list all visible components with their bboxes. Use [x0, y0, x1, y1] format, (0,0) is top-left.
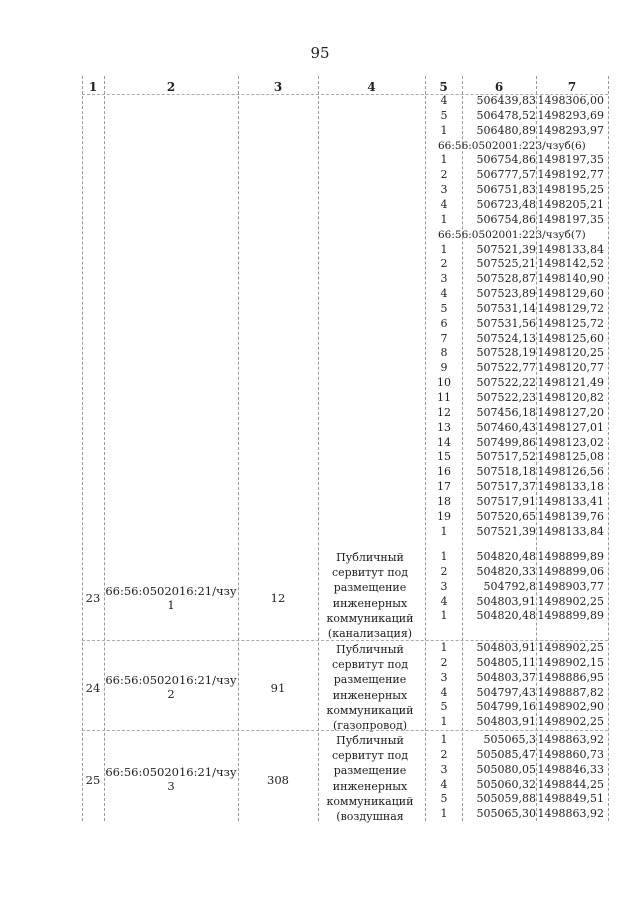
- coordinate-row: [430, 641, 605, 656]
- coord-x: 504803,91: [476, 641, 536, 654]
- coord-y: 1498863,92: [537, 807, 604, 821]
- coord-x: 505059,88: [476, 792, 536, 806]
- desc-line: сервитут под: [331, 749, 409, 763]
- coord-y: 1498293,97: [537, 123, 604, 137]
- point-number: 1: [440, 609, 448, 623]
- coord-y: 1498846,33: [537, 762, 604, 776]
- coordinate-row: [430, 436, 605, 451]
- coord-x: 505060,32: [476, 777, 536, 791]
- coord-y: 1498123,02: [537, 435, 604, 449]
- point-number: 4: [440, 197, 448, 211]
- coordinate-row: [430, 763, 605, 778]
- coord-x: 504803,91: [476, 715, 536, 729]
- record-23-area: 12: [270, 591, 286, 605]
- desc-line: сервитут под: [331, 566, 409, 580]
- coord-x: 506754,86: [476, 153, 536, 167]
- coordinate-row: [430, 183, 605, 198]
- coordinate-row: [430, 792, 605, 807]
- coordinate-row: [430, 595, 605, 610]
- coordinate-row: [430, 257, 605, 272]
- point-number: 2: [440, 564, 448, 578]
- desc-line: (газопровод): [332, 719, 408, 733]
- coord-x: 507521,39: [476, 242, 536, 256]
- coord-y: 1498133,84: [537, 242, 604, 256]
- record-25-description: [318, 733, 422, 824]
- point-number: 2: [440, 168, 448, 182]
- coordinate-row: [430, 748, 605, 763]
- record-25-cadastral: [104, 765, 238, 793]
- point-number: 2: [440, 747, 448, 761]
- coordinate-row: [430, 243, 605, 258]
- coord-y: 1498139,76: [537, 509, 604, 523]
- coordinate-row: [430, 565, 605, 580]
- coord-y: 1498120,82: [537, 391, 604, 404]
- coord-y: 1498899,89: [537, 550, 604, 563]
- coord-y: 1498140,90: [537, 272, 604, 286]
- coordinate-row: [430, 406, 605, 421]
- coordinate-row: [430, 287, 605, 302]
- point-number: 12: [437, 405, 451, 419]
- coordinate-row: [430, 525, 605, 540]
- desc-line: сервитут под: [331, 658, 409, 672]
- coord-x: 507499,86: [476, 435, 536, 449]
- header-col-1: 1: [88, 80, 98, 94]
- point-number: 4: [440, 777, 448, 791]
- coordinate-row: [430, 733, 605, 748]
- coord-x: 507517,37: [476, 480, 536, 494]
- coord-y: 1498844,25: [537, 777, 604, 791]
- coordinate-row: [430, 778, 605, 793]
- coordinate-row: [430, 391, 605, 406]
- point-number: 1: [440, 733, 448, 746]
- coord-x: 504803,91: [476, 594, 536, 608]
- desc-line: коммуникаций: [326, 794, 414, 808]
- header-col-5: 5: [439, 80, 448, 94]
- point-number: 1: [440, 212, 448, 226]
- coord-x: 505065,3: [483, 733, 536, 746]
- record-24-cadastral: [104, 673, 238, 701]
- point-number: 9: [440, 361, 448, 375]
- coordinate-row: [430, 272, 605, 287]
- desc-line: коммуникаций: [326, 703, 414, 717]
- header-col-6: 6: [494, 80, 504, 94]
- point-number: 2: [440, 655, 448, 669]
- record-23-cadastral-line2: 1: [167, 598, 175, 612]
- point-number: 5: [440, 700, 448, 714]
- page-number: 95: [310, 44, 330, 62]
- coord-x: 507524,13: [476, 331, 536, 345]
- record-25-cadastral-line2: 3: [167, 779, 175, 793]
- point-number: 19: [437, 509, 451, 523]
- coord-x: 506439,83: [476, 94, 536, 107]
- coord-y: 1498127,01: [537, 420, 604, 434]
- coord-x: 504792,8: [483, 579, 536, 593]
- point-number: 4: [440, 94, 448, 107]
- coordinate-row: [430, 213, 605, 228]
- coordinate-row: [430, 109, 605, 124]
- coord-x: 507522,23: [476, 391, 536, 404]
- coord-y: 1498127,20: [537, 405, 604, 419]
- desc-line: коммуникаций: [326, 611, 414, 625]
- coord-x: 507456,18: [476, 405, 536, 419]
- coordinate-row: [430, 686, 605, 701]
- coordinate-row: [430, 376, 605, 391]
- coord-x: 504803,37: [476, 670, 536, 684]
- record-24-description: [318, 642, 422, 733]
- coord-x: 507522,77: [476, 361, 536, 375]
- coord-x: 506478,52: [476, 108, 536, 122]
- coordinate-row: [430, 317, 605, 332]
- coord-y: 1498902,25: [537, 715, 604, 729]
- point-number: 1: [440, 807, 448, 821]
- coord-y: 1498129,72: [537, 301, 604, 315]
- coord-x: 504805,11: [476, 655, 536, 669]
- record-24-area: 91: [270, 681, 286, 695]
- coordinate-row: [430, 198, 605, 213]
- coord-y: 1498887,82: [537, 685, 604, 699]
- coord-y: 1498863,92: [537, 733, 604, 746]
- coordinate-row: [430, 302, 605, 317]
- coordinate-row: [430, 580, 605, 595]
- coord-y: 1498125,08: [537, 450, 604, 464]
- coord-y: 1498125,72: [537, 316, 604, 330]
- coord-x: 506480,89: [476, 123, 536, 137]
- coord-y: 1498902,25: [537, 641, 604, 654]
- point-number: 7: [440, 331, 448, 345]
- point-number: 6: [440, 316, 448, 330]
- coord-x: 507520,65: [476, 509, 536, 523]
- col-divider: [82, 76, 83, 821]
- coord-y: 1498899,89: [537, 609, 604, 623]
- point-number: 8: [440, 346, 448, 360]
- coord-y: 1498903,77: [537, 579, 604, 593]
- point-number: 13: [437, 420, 451, 434]
- point-number: 5: [440, 108, 448, 122]
- coord-x: 504820,48: [476, 550, 536, 563]
- coord-x: 507528,87: [476, 272, 536, 286]
- coord-x: 507525,21: [476, 257, 536, 271]
- coord-y: 1498849,51: [537, 792, 604, 806]
- point-number: 2: [440, 257, 448, 271]
- record-23-number: 23: [85, 591, 101, 605]
- coord-x: 507523,89: [476, 287, 536, 301]
- point-number: 1: [440, 524, 448, 538]
- header-col-2: 2: [166, 80, 176, 94]
- coordinate-row: [430, 168, 605, 183]
- coordinate-row: [430, 510, 605, 525]
- coord-y: 1498121,49: [537, 376, 604, 390]
- point-number: 17: [437, 480, 451, 494]
- coordinate-row: [430, 450, 605, 465]
- coord-y: 1498860,73: [537, 747, 604, 761]
- desc-line: (воздушная: [336, 810, 404, 824]
- record-23-cadastral-line1: 66:56:0502016:21/чзу: [105, 584, 237, 598]
- coordinate-row: [430, 609, 605, 624]
- record-divider: [82, 640, 608, 641]
- desc-line: (канализация): [327, 627, 413, 641]
- coord-y: 1498195,25: [537, 183, 604, 197]
- coord-x: 504799,16: [476, 700, 536, 714]
- coord-x: 507531,56: [476, 316, 536, 330]
- coordinate-row: [430, 656, 605, 671]
- point-number: 3: [440, 183, 448, 197]
- coord-x: 504797,43: [476, 685, 536, 699]
- coord-y: 1498899,06: [537, 564, 604, 578]
- desc-line: инженерных: [332, 596, 408, 610]
- coordinate-row: [430, 421, 605, 436]
- point-number: 18: [437, 494, 451, 508]
- coord-y: 1498133,84: [537, 524, 604, 538]
- coord-x: 505065,30: [476, 807, 536, 821]
- coord-y: 1498125,60: [537, 331, 604, 345]
- desc-line: Публичный: [336, 551, 404, 564]
- coordinate-row: [430, 671, 605, 686]
- coordinate-row: [430, 807, 605, 822]
- point-number: 1: [440, 153, 448, 167]
- coord-x: 507460,43: [476, 420, 536, 434]
- desc-line: инженерных: [332, 779, 408, 793]
- point-number: 5: [440, 301, 448, 315]
- point-number: 4: [440, 594, 448, 608]
- coordinate-row: [430, 361, 605, 376]
- header-col-4: 4: [367, 80, 376, 94]
- coord-y: 1498133,41: [537, 494, 604, 508]
- coord-x: 507517,52: [476, 450, 536, 464]
- col-divider: [608, 76, 609, 821]
- desc-line: Публичный: [336, 643, 404, 656]
- point-number: 5: [440, 792, 448, 806]
- point-number: 15: [437, 450, 451, 464]
- coord-x: 504820,48: [476, 609, 536, 623]
- coordinate-row: [430, 153, 605, 168]
- coord-x: 507522,22: [476, 376, 536, 390]
- point-number: 14: [437, 435, 451, 449]
- coord-y: 1498197,35: [537, 153, 604, 167]
- coordinate-row: [430, 94, 605, 109]
- coord-y: 1498902,90: [537, 700, 604, 714]
- coordinate-row: [430, 465, 605, 480]
- record-24-number: 24: [85, 681, 101, 695]
- record-23-cadastral: [104, 584, 238, 612]
- coord-x: 507528,19: [476, 346, 536, 360]
- header-col-3: 3: [273, 80, 283, 94]
- coordinate-row: [430, 715, 605, 730]
- coord-x: 506751,83: [476, 183, 536, 197]
- coord-y: 1498192,77: [537, 168, 604, 182]
- coordinate-row: [430, 700, 605, 715]
- point-number: 11: [437, 391, 451, 404]
- record-25-number: 25: [85, 773, 101, 787]
- desc-line: размещение: [333, 764, 407, 778]
- coord-x: 506754,86: [476, 212, 536, 226]
- point-number: 1: [440, 242, 448, 256]
- record-23-description: [318, 550, 422, 641]
- record-divider: [82, 730, 608, 731]
- point-number: 3: [440, 670, 448, 684]
- coord-x: 507521,39: [476, 524, 536, 538]
- point-number: 4: [440, 685, 448, 699]
- coordinate-row: [430, 495, 605, 510]
- col-divider: [238, 76, 239, 821]
- point-number: 3: [440, 762, 448, 776]
- coord-y: 1498306,00: [537, 94, 604, 107]
- record-25-area: 308: [267, 773, 289, 787]
- coord-y: 1498120,77: [537, 361, 604, 375]
- point-number: 10: [437, 376, 451, 390]
- coord-y: 1498126,56: [537, 465, 604, 479]
- desc-line: Публичный: [336, 734, 404, 747]
- point-number: 1: [440, 123, 448, 137]
- col-divider: [425, 76, 426, 821]
- point-number: 16: [437, 465, 451, 479]
- coordinate-row: [430, 332, 605, 347]
- desc-line: инженерных: [332, 688, 408, 702]
- coord-y: 1498129,60: [537, 287, 604, 301]
- coord-x: 506777,57: [476, 168, 536, 182]
- coord-x: 505080,05: [476, 762, 536, 776]
- coord-y: 1498293,69: [537, 108, 604, 122]
- coordinate-row: [430, 550, 605, 565]
- coord-y: 1498120,25: [537, 346, 604, 360]
- coord-x: 507517,91: [476, 494, 536, 508]
- sub-area-title: 66:56:0502001:223/чзуб(7): [438, 228, 586, 241]
- desc-line: размещение: [333, 673, 407, 687]
- coord-y: 1498902,15: [537, 655, 604, 669]
- record-24-cadastral-line2: 2: [167, 687, 175, 701]
- sub-area-title: 66:56:0502001:223/чзуб(6): [438, 139, 586, 152]
- coord-x: 506723,48: [476, 197, 536, 211]
- coord-y: 1498902,25: [537, 594, 604, 608]
- coordinate-row: [430, 124, 605, 139]
- coord-x: 507518,18: [476, 465, 536, 479]
- record-25-cadastral-line1: 66:56:0502016:21/чзу: [105, 765, 237, 779]
- coord-x: 505085,47: [476, 747, 536, 761]
- desc-line: размещение: [333, 581, 407, 595]
- col-divider: [104, 76, 105, 821]
- coord-y: 1498133,18: [537, 480, 604, 494]
- point-number: 1: [440, 641, 448, 654]
- coord-y: 1498886,95: [537, 670, 604, 684]
- point-number: 1: [440, 550, 448, 563]
- header-col-7: 7: [567, 80, 577, 94]
- coord-x: 507531,14: [476, 301, 536, 315]
- point-number: 3: [440, 272, 448, 286]
- coord-y: 1498142,52: [537, 257, 604, 271]
- point-number: 3: [440, 579, 448, 593]
- coord-x: 504820,33: [476, 564, 536, 578]
- coord-y: 1498205,21: [537, 197, 604, 211]
- record-24-cadastral-line1: 66:56:0502016:21/чзу: [105, 673, 237, 687]
- point-number: 1: [440, 715, 448, 729]
- coordinate-row: [430, 346, 605, 361]
- coord-y: 1498197,35: [537, 212, 604, 226]
- point-number: 4: [440, 287, 448, 301]
- coordinate-row: [430, 480, 605, 495]
